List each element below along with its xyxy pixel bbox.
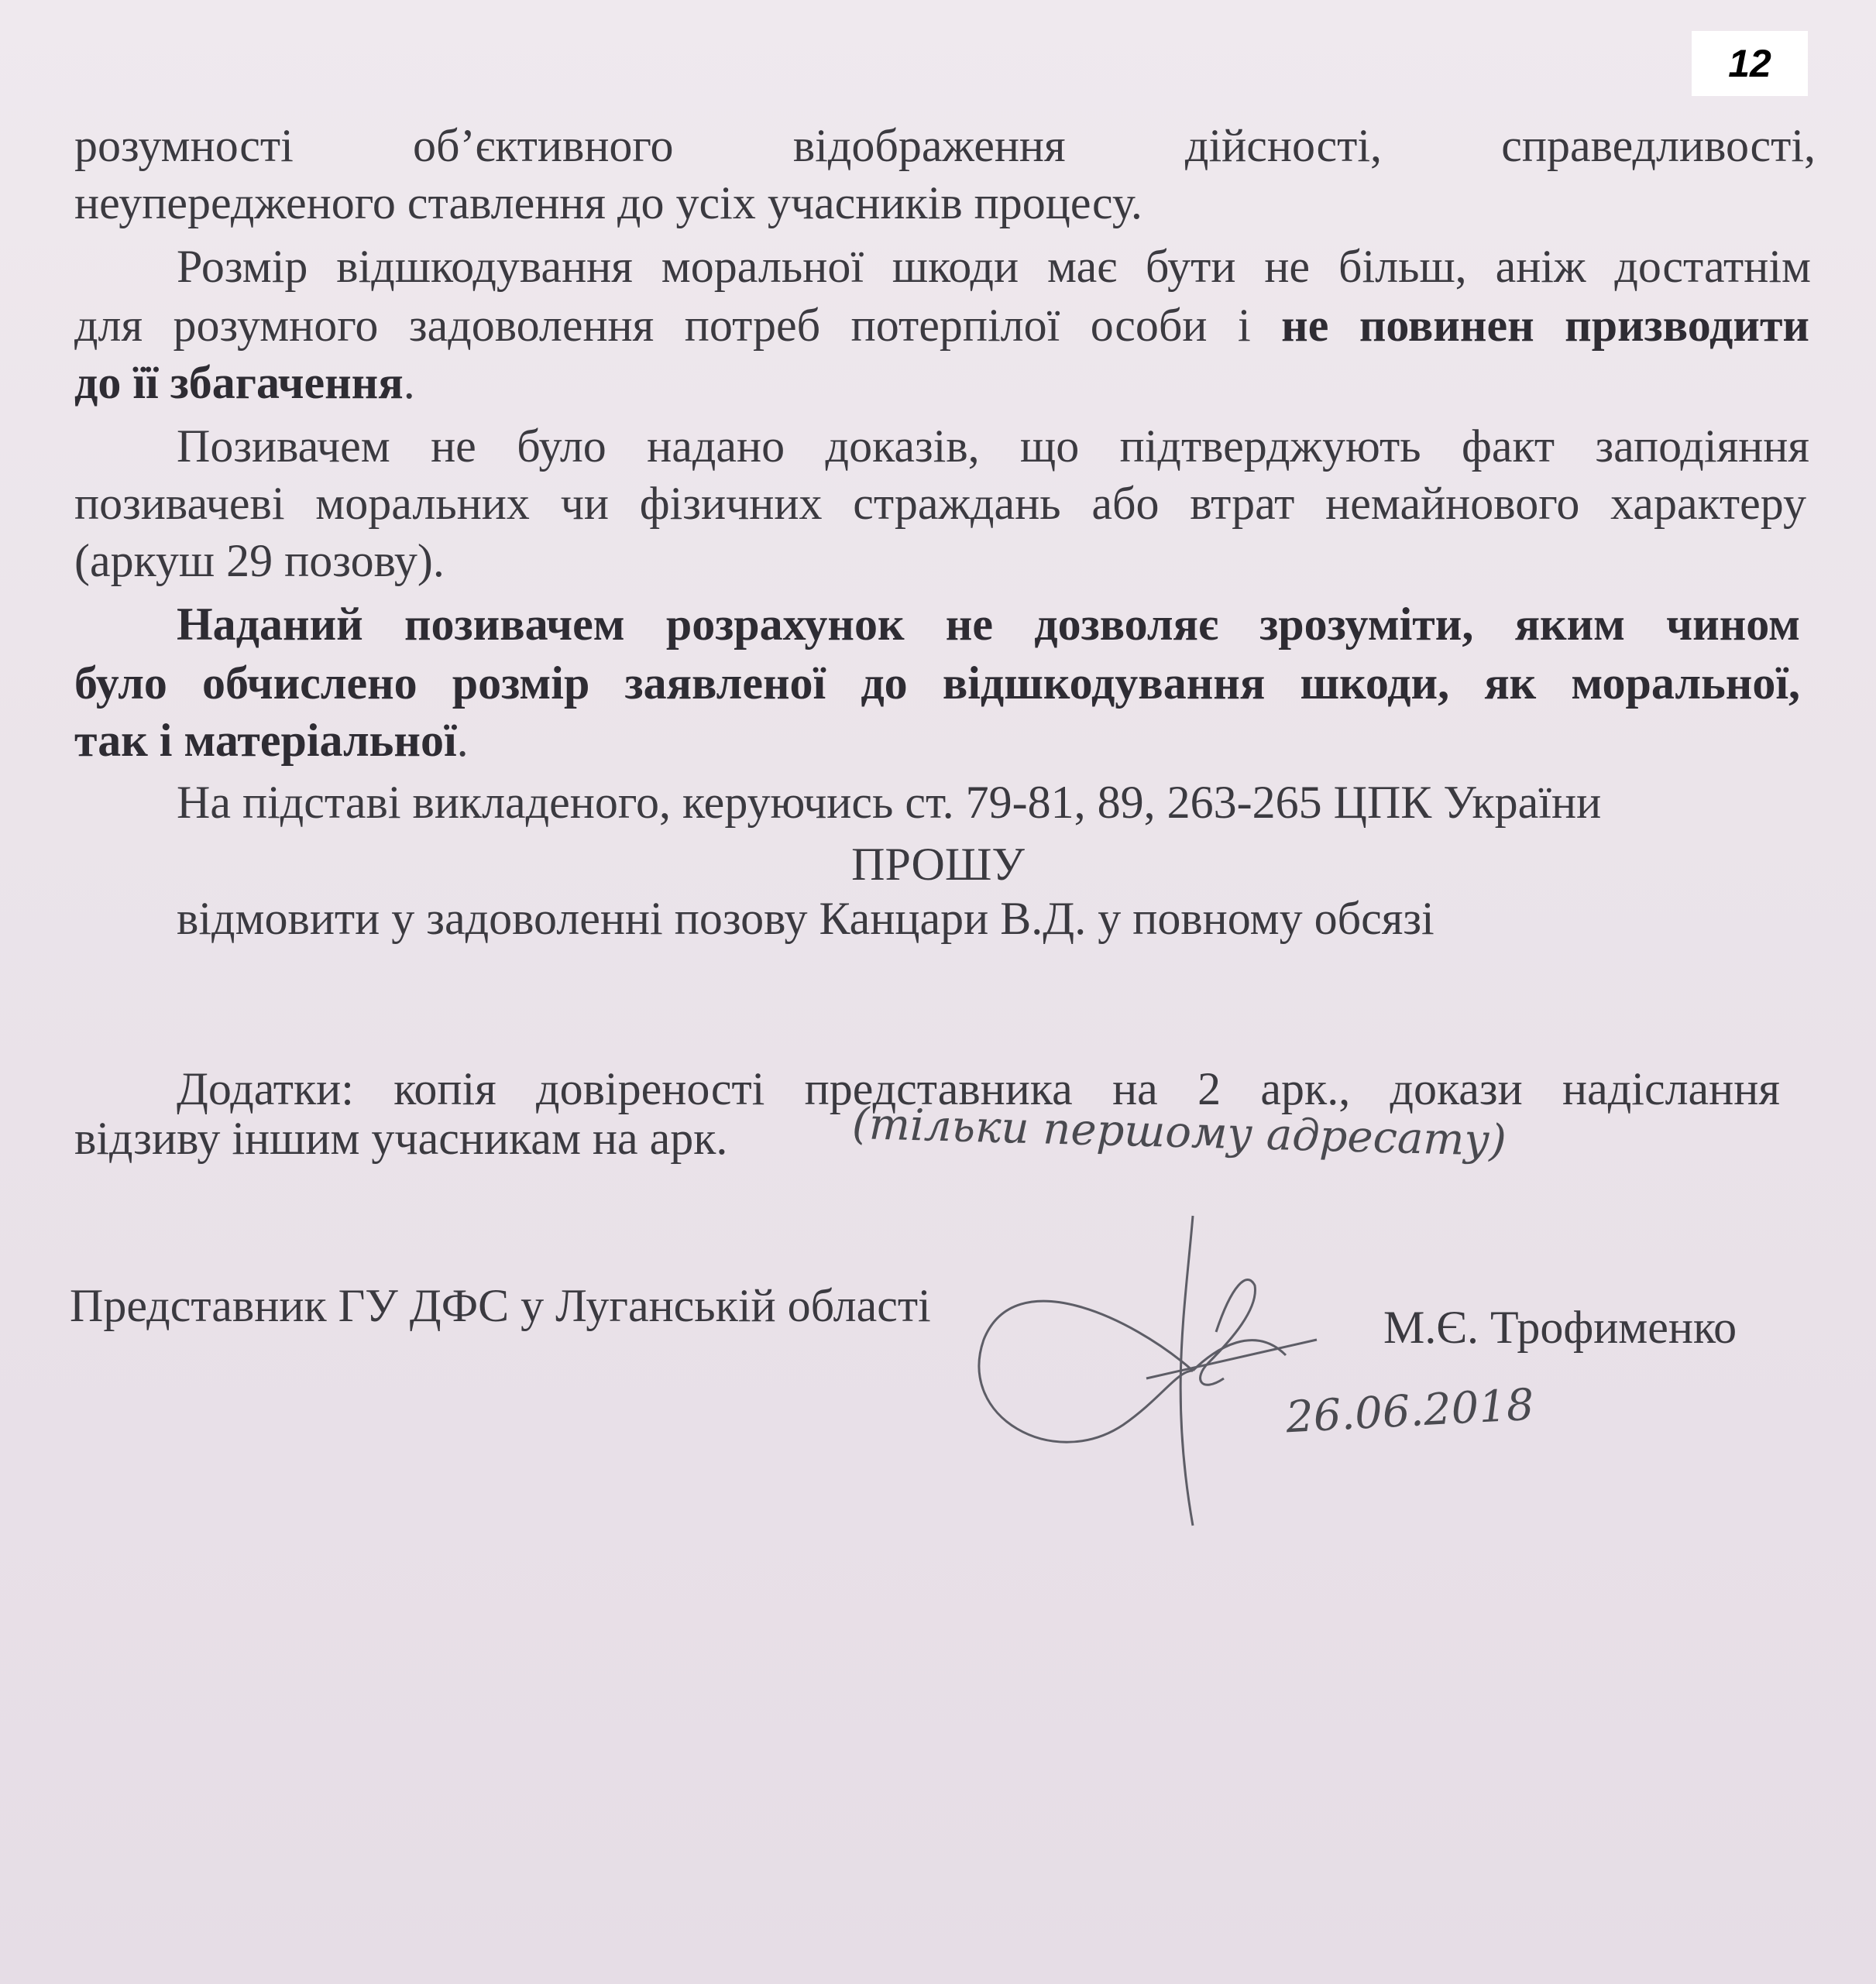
page-number: 12 [1692, 31, 1808, 96]
signature-date: 26.06.2018 [1284, 1379, 1536, 1443]
text-line: для розумного задоволення потреб потерпілої особи і не повинен призводити [74, 300, 1809, 351]
text-line: На підставі викладеного, керуючись ст. 79-81, 89, 263-265 ЦПК України [177, 777, 1602, 828]
request-heading: ПРОШУ [851, 839, 1025, 890]
text-line: Наданий позивачем розрахунок не дозволяє зрозуміти, яким чином [177, 599, 1800, 650]
text-line: (аркуш 29 позову). [74, 535, 445, 586]
signature-icon [960, 1193, 1348, 1549]
text-line: розумності об’єктивного відображення дійсності, справедливості, [74, 120, 1816, 171]
handwritten-note: (тільки першому адресату) [851, 1098, 1507, 1167]
attachments-line: Додатки: копія довіреності представника на 2 арк., докази надіслання [177, 1063, 1780, 1114]
text-line: Позивачем не було надано доказів, що підтверджують факт заподіяння [177, 420, 1809, 472]
text-line: так і матеріальної. [74, 715, 469, 766]
text-line: позивачеві моральних чи фізичних страждань або втрат немайнового характеру [74, 478, 1806, 529]
attachments-line: відзиву іншим учасникам на арк. [74, 1113, 728, 1164]
signatory-title: Представник ГУ ДФС у Луганській області [70, 1280, 931, 1331]
text-line: було обчислено розмір заявленої до відшкодування шкоди, як моральної, [74, 657, 1800, 709]
text-line: Розмір відшкодування моральної шкоди має бути не більш, аніж достатнім [177, 241, 1811, 292]
text-line: відмовити у задоволенні позову Канцари В.Д. у повному обсязі [177, 893, 1434, 944]
text-line: до її збагачення. [74, 357, 415, 408]
signatory-name: М.Є. Трофименко [1383, 1302, 1737, 1353]
text-line: неупередженого ставлення до усіх учасників процесу. [74, 177, 1142, 228]
